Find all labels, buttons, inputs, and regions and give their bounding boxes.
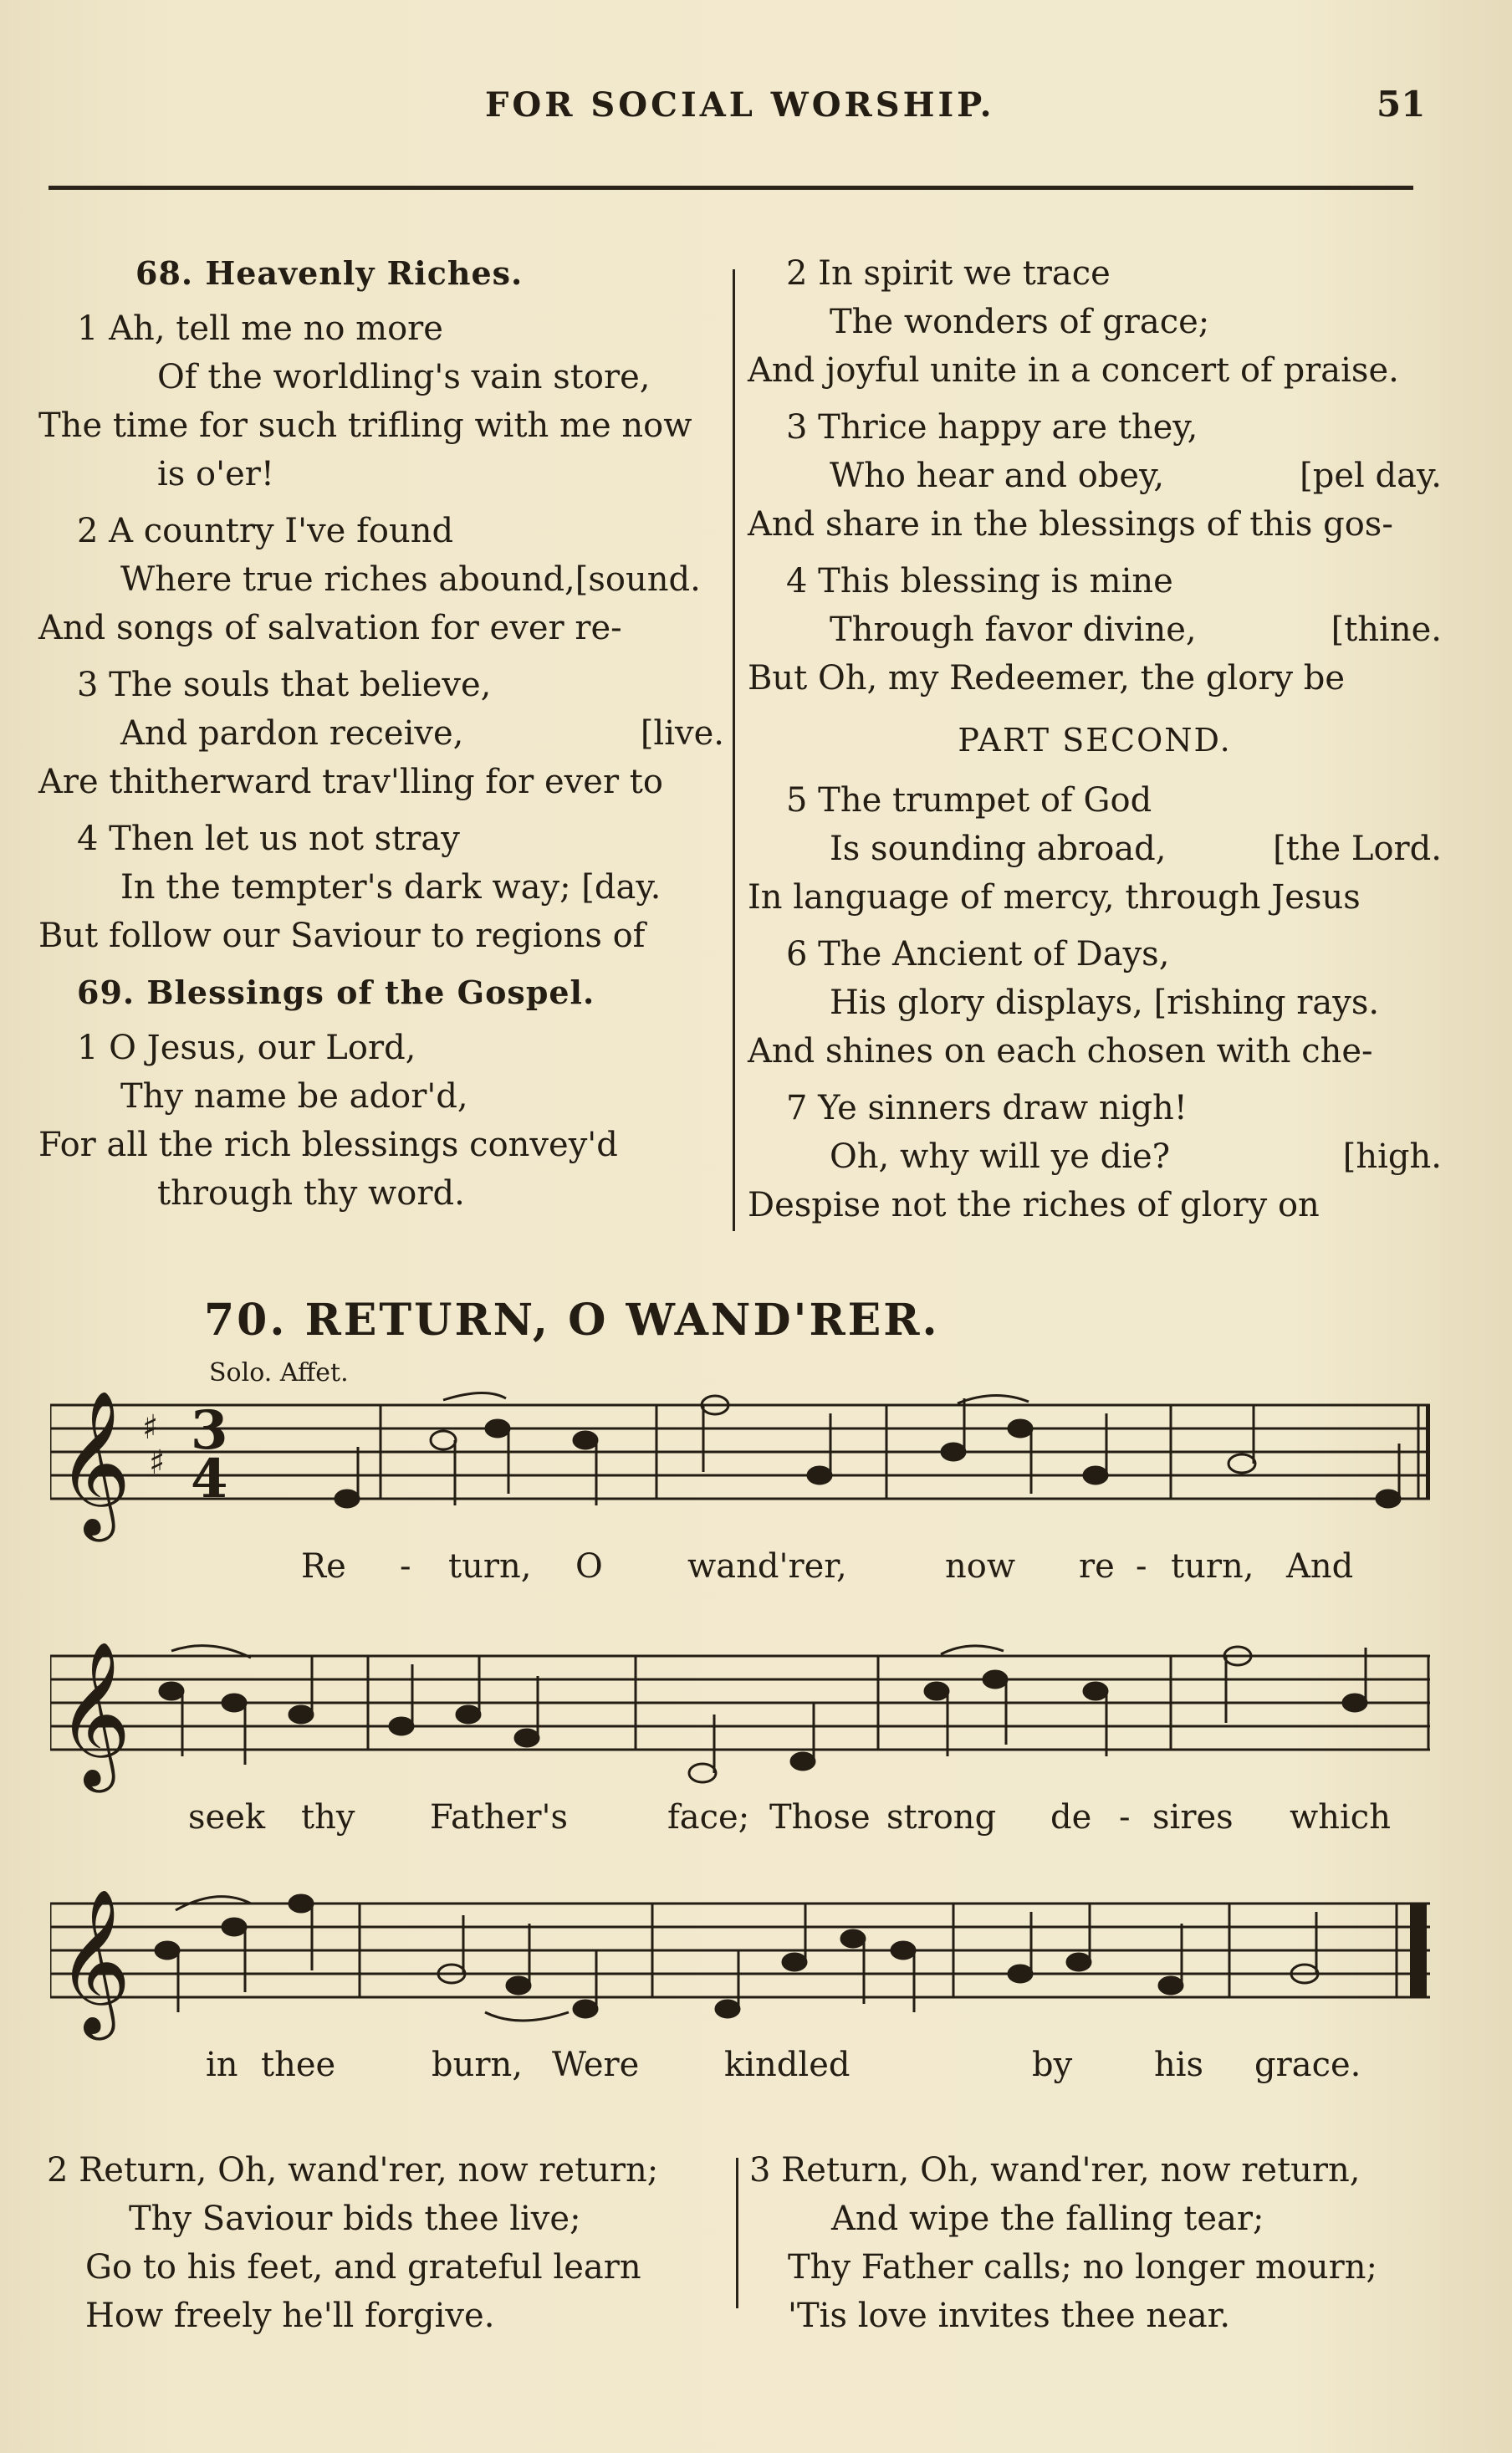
verse-line: 7 Ye sinners draw nigh! [786,1089,1188,1127]
left-column [38,249,724,1226]
verse-line-rhyme: [sound. [575,560,701,599]
lyric-syllable: his [1154,2046,1204,2084]
verse-line-rhyme: [day. [581,868,662,907]
verse-line-rhyme: [high. [1342,1137,1442,1176]
lyric-syllable: kindled [724,2046,850,2084]
lyric-syllable: de [1050,1798,1092,1837]
right-column [748,249,1442,1238]
verse-line: through thy word. [157,1174,465,1213]
verse-line-rhyme: [rishing rays. [1153,984,1380,1022]
verse-line: In language of mercy, through Jesus [748,878,1361,917]
verse-line: 1 O Jesus, our Lord, [77,1029,416,1067]
verse-line: In the tempter's dark way; [120,868,571,907]
song-70-verse-3 [749,2146,1452,2340]
music-staff-3 [50,1887,1430,2088]
hymn-68-stanza-1 [38,304,724,498]
verse-line: And share in the blessings of this gos- [748,505,1393,544]
lyric-syllable: turn, [448,1547,532,1586]
verse-line-rhyme: [pel day. [1300,457,1442,495]
lyric-syllable: Those [769,1798,871,1837]
verse-line: 'Tis love invites thee near. [788,2297,1231,2335]
treble-clef-icon: 𝄞 [57,1888,131,2034]
verse-line: Oh, why will ye die? [830,1137,1171,1176]
verse-line: For all the rich blessings convey'd [38,1126,618,1164]
page-number: 51 [1377,84,1426,125]
verse-line: Thy Saviour bids thee live; [129,2200,581,2238]
lyric-syllable: thee [261,2046,336,2084]
header-rule [49,186,1413,190]
svg-text:♯: ♯ [149,1444,166,1482]
staff-1-notation [50,1388,1430,1556]
verse-line: Who hear and obey, [830,457,1165,495]
verse-line: And joyful unite in a concert of praise. [748,351,1399,390]
verse-line: And shines on each chosen with che- [748,1032,1373,1071]
lyric-syllable: And [1286,1547,1354,1586]
verse-line: 4 This blessing is mine [786,562,1173,600]
lyric-syllable: face; [667,1798,750,1837]
lyric-syllable: O [575,1547,603,1586]
hymn-68-stanza-4 [38,815,724,960]
music-staff-1 [50,1388,1430,1586]
verse-column-divider [736,2158,738,2308]
verse-line: 2 In spirit we trace [786,254,1111,293]
verse-line: 6 The Ancient of Days, [786,935,1170,974]
verse-line: The time for such trifling with me now [38,406,692,445]
staff-3-notation [50,1887,1430,2054]
running-title: FOR SOCIAL WORSHIP. [485,85,995,125]
hymn-68-stanza-2 [38,507,724,652]
lyric-syllable: - [1136,1547,1147,1586]
verse-line: And pardon receive, [120,714,464,753]
music-staff-2 [50,1639,1430,1837]
hymn-69-stanza-7 [748,1084,1442,1229]
hymn-69-stanza-2 [748,249,1442,395]
hymn-69-stanza-4 [748,557,1442,703]
verse-line-rhyme: [thine. [1331,611,1442,649]
verse-line: Of the worldling's vain store, [157,358,651,396]
verse-line: And wipe the falling tear; [831,2200,1264,2238]
verse-line: 3 Thrice happy are they, [786,408,1198,447]
column-divider [733,269,735,1231]
verse-line: 2 Return, Oh, wand'rer, now return; [47,2151,659,2190]
lyric-syllable: Re [301,1547,346,1586]
verse-line: How freely he'll forgive. [85,2297,495,2335]
verse-line: The wonders of grace; [830,303,1210,341]
lyric-syllable: by [1032,2046,1073,2084]
time-signature-top: 3 [191,1399,228,1462]
staff-2-notation [50,1639,1430,1807]
verse-line: 4 Then let us not stray [77,820,460,858]
lyric-syllable: thy [301,1798,355,1837]
verse-line: His glory displays, [830,984,1143,1022]
hymn-69-stanza-1 [38,1024,724,1218]
song-70-verse-2 [47,2146,733,2340]
verse-line: is o'er! [157,455,274,493]
lyric-syllable: strong [886,1798,997,1837]
verse-line: 3 Return, Oh, wand'rer, now return, [749,2151,1361,2190]
verse-line-rhyme: [the Lord. [1273,830,1442,868]
lyric-syllable: re [1079,1547,1115,1586]
treble-clef-icon: 𝄞 [57,1641,131,1786]
hymn-68-title: 68. Heavenly Riches. [135,254,524,292]
lyric-syllable: burn, [432,2046,523,2084]
lyric-syllable: - [400,1547,411,1586]
hymn-69-title: 69. Blessings of the Gospel. [77,974,595,1011]
lyric-syllable: grace. [1254,2046,1361,2084]
treble-clef-icon: 𝄞 [57,1390,131,1536]
svg-text:♯: ♯ [142,1408,159,1447]
verse-line: Thy Father calls; no longer mourn; [788,2248,1377,2287]
lyric-syllable: in [206,2046,238,2084]
lyric-syllable: turn, [1171,1547,1254,1586]
lyric-syllable: sires [1152,1798,1234,1837]
verse-line: 1 Ah, tell me no more [77,309,443,348]
verse-line: Despise not the riches of glory on [748,1186,1320,1224]
hymn-69-stanza-3 [748,403,1442,549]
lyric-syllable: Father's [430,1798,569,1837]
hymn-69-stanza-5 [748,776,1442,922]
running-head [0,85,1512,135]
verse-line: Is sounding abroad, [830,830,1167,868]
verse-line: Through favor divine, [830,611,1197,649]
verse-line: Are thitherward trav'lling for ever to [38,763,663,801]
part-second-heading: PART SECOND. [958,722,1232,759]
verse-line-rhyme: [live. [640,714,724,753]
verse-line: Go to his feet, and grateful learn [85,2248,641,2287]
verse-line: 3 The souls that believe, [77,666,492,704]
verse-line: But follow our Saviour to regions of [38,917,646,955]
lyric-syllable: now [945,1547,1016,1586]
verse-line: Where true riches abound, [120,560,575,599]
verse-line: 2 A country I've found [77,512,454,550]
lyric-syllable: which [1290,1798,1391,1837]
hymn-68-stanza-3 [38,661,724,806]
hymn-69-stanza-6 [748,930,1442,1076]
lyric-syllable: wand'rer, [687,1547,847,1586]
verse-line: 5 The trumpet of God [786,781,1152,820]
time-signature-bottom: 4 [191,1448,228,1510]
lyric-syllable: seek [188,1798,266,1837]
lyric-syllable: Were [552,2046,640,2084]
verse-line: Thy name be ador'd, [120,1077,468,1116]
verse-line: But Oh, my Redeemer, the glory be [748,659,1346,698]
verse-line: And songs of salvation for ever re- [38,609,622,647]
tempo-marking: Solo. Affet. [209,1358,349,1387]
lyric-syllable: - [1119,1798,1131,1837]
song-70-title: 70. RETURN, O WAND'RER. [204,1295,940,1346]
